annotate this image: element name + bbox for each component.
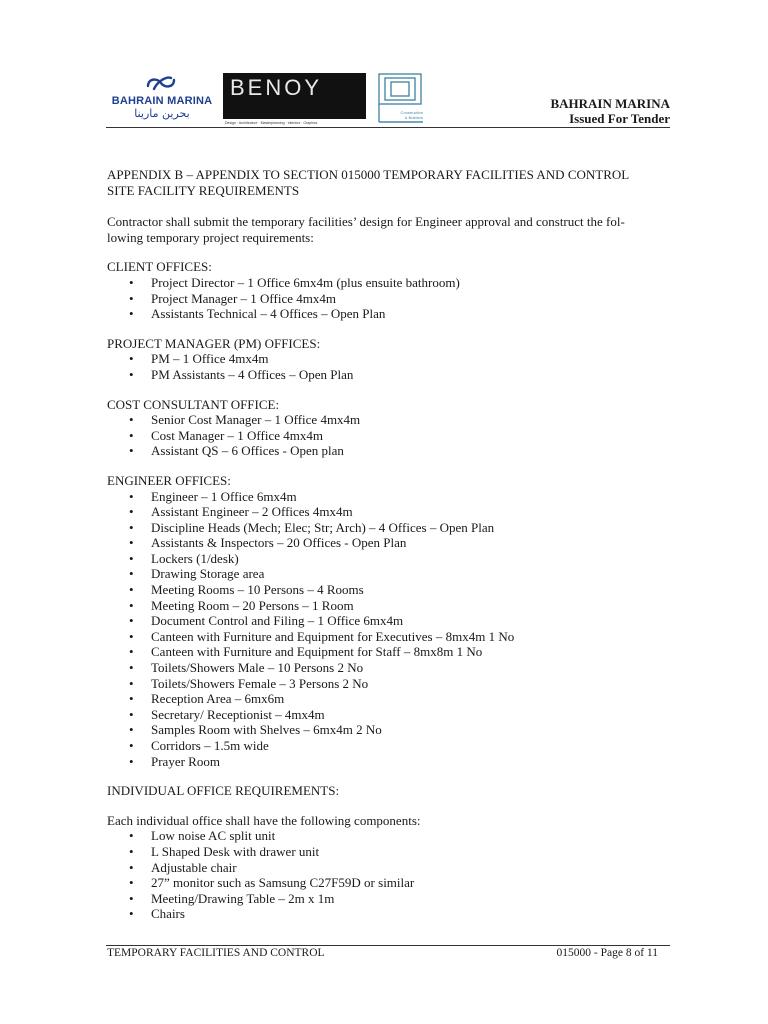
bullet-icon: •	[129, 519, 134, 535]
list-item: • Assistants & Inspectors – 20 Offices - Open Plan	[129, 535, 407, 551]
benoy-logo	[223, 73, 366, 125]
appendix-title-line1: APPENDIX B – APPENDIX TO SECTION 015000 TEMPORARY FACILITIES AND CONTROL	[107, 167, 630, 182]
list-engineer-offices	[107, 489, 667, 770]
benoy-logo-name: BENOY	[230, 75, 323, 100]
bullet-icon: •	[129, 675, 134, 691]
list-item: • Chairs	[129, 906, 185, 922]
section-heading-individual-office: INDIVIDUAL OFFICE REQUIREMENTS:	[107, 783, 340, 799]
bullet-icon: •	[129, 351, 134, 367]
intro-line2: lowing temporary project requirements:	[107, 229, 314, 245]
list-item: • Toilets/Showers Female – 3 Persons 2 No	[129, 675, 369, 691]
header-divider	[106, 127, 670, 128]
bullet-icon: •	[129, 691, 134, 707]
header-project-name: BAHRAIN MARINA	[550, 96, 670, 111]
list-item: • Canteen with Furniture and Equipment for Staff – 8mx8m 1 No	[129, 644, 483, 660]
bullet-icon: •	[129, 504, 134, 520]
intro-line1: Contractor shall submit the temporary facilities’ design for Engineer approval and construct the fol-	[107, 214, 625, 230]
contractor-logo-caption: Construction & Builders	[400, 110, 423, 120]
bullet-icon: •	[129, 890, 134, 906]
bullet-icon: •	[129, 706, 134, 722]
bullet-icon: •	[129, 582, 134, 598]
bullet-icon: •	[129, 738, 134, 753]
footer-page-number: 015000 - Page 8 of 11	[556, 947, 658, 959]
list-item: • Assistants Technical – 4 Offices – Open Plan	[129, 306, 386, 322]
list-item: • Prayer Room	[129, 753, 220, 769]
list-item: • Toilets/Showers Male – 10 Persons 2 No	[129, 660, 364, 676]
list-item: • Assistant Engineer – 2 Offices 4mx4m	[129, 504, 353, 520]
list-item: • Cost Manager – 1 Office 4mx4m	[129, 427, 323, 443]
bullet-icon: •	[129, 274, 134, 290]
list-item: • Project Manager – 1 Office 4mx4m	[129, 290, 336, 306]
list-item: • Samples Room with Shelves – 6mx4m 2 No	[129, 722, 382, 738]
list-individual-office	[107, 828, 667, 922]
bahrain-marina-logo	[106, 72, 218, 126]
bullet-icon: •	[129, 597, 134, 613]
list-item: • Discipline Heads (Mech; Elec; Str; Arch) – 4 Offices – Open Plan	[129, 519, 495, 535]
benoy-logo-tagline: Design · Architecture · Masterplanning · Interiors · Graphics	[225, 121, 318, 125]
bullet-icon: •	[129, 660, 134, 676]
list-item: • Meeting Room – 20 Persons – 1 Room	[129, 597, 354, 613]
bullet-icon: •	[129, 875, 134, 891]
bullet-icon: •	[129, 613, 134, 629]
bullet-icon: •	[129, 412, 134, 428]
bullet-icon: •	[129, 290, 134, 306]
bullet-icon: •	[129, 628, 134, 644]
bullet-icon: •	[129, 566, 134, 582]
bullet-icon: •	[129, 535, 134, 551]
list-item: • Corridors – 1.5m wide	[129, 738, 269, 753]
list-item: • Adjustable chair	[129, 859, 237, 875]
bullet-icon: •	[129, 366, 134, 382]
section-heading-pm-offices: PROJECT MANAGER (PM) OFFICES:	[107, 335, 321, 351]
bullet-icon: •	[129, 753, 134, 769]
list-item: • Meeting/Drawing Table – 2m x 1m	[129, 890, 335, 906]
bahrain-marina-logo-arabic: بحرين مارينا	[134, 107, 190, 120]
appendix-title-line2: SITE FACILITY REQUIREMENTS	[107, 182, 300, 198]
list-item: • Project Director – 1 Office 6mx4m (plus ensuite bathroom)	[129, 274, 460, 290]
list-item: • Canteen with Furniture and Equipment for Executives – 8mx4m 1 No	[129, 628, 515, 644]
header-issue-status: Issued For Tender	[569, 111, 670, 126]
individual-office-intro: Each individual office shall have the following components:	[107, 812, 421, 828]
list-item: • PM – 1 Office 4mx4m	[129, 351, 269, 367]
bullet-icon: •	[129, 306, 134, 322]
list-item: • Lockers (1/desk)	[129, 550, 239, 566]
list-item: • Reception Area – 6mx6m	[129, 691, 285, 707]
bullet-icon: •	[129, 644, 134, 660]
list-item: • Engineer – 1 Office 6mx4m	[129, 488, 297, 504]
list-item: • L Shaped Desk with drawer unit	[129, 843, 320, 859]
bullet-icon: •	[129, 843, 134, 859]
bullet-icon: •	[129, 906, 134, 922]
section-heading-engineer-offices: ENGINEER OFFICES:	[107, 472, 231, 488]
section-heading-cost-consultant: COST CONSULTANT OFFICE:	[107, 396, 280, 412]
list-item: • Drawing Storage area	[129, 566, 265, 582]
list-item: • 27” monitor such as Samsung C27F59D or similar	[129, 875, 415, 891]
bullet-icon: •	[129, 828, 134, 844]
bullet-icon: •	[129, 443, 134, 459]
list-item: • Assistant QS – 6 Offices - Open plan	[129, 443, 344, 459]
bullet-icon: •	[129, 722, 134, 738]
bahrain-marina-logo-name: BAHRAIN MARINA	[111, 95, 213, 107]
list-item: • Senior Cost Manager – 1 Office 4mx4m	[129, 412, 361, 428]
footer-divider	[106, 945, 670, 946]
list-item: • Document Control and Filing – 1 Office 6mx4m	[129, 613, 404, 629]
section-heading-client-offices: CLIENT OFFICES:	[107, 259, 212, 275]
list-item: • Secretary/ Receptionist – 4mx4m	[129, 706, 325, 722]
list-item: • PM Assistants – 4 Offices – Open Plan	[129, 366, 354, 382]
list-item: • Meeting Rooms – 10 Persons – 4 Rooms	[129, 582, 364, 598]
list-client-offices	[107, 275, 667, 322]
header-project-block	[550, 96, 670, 126]
bahrain-marina-mark-icon	[144, 72, 180, 94]
bullet-icon: •	[129, 550, 134, 566]
list-item: • Low noise AC split unit	[129, 828, 276, 844]
bullet-icon: •	[129, 859, 134, 875]
bullet-icon: •	[129, 427, 134, 443]
list-cost-consultant	[107, 412, 667, 459]
contractor-logo	[377, 72, 425, 126]
bullet-icon: •	[129, 488, 134, 504]
list-pm-offices	[107, 351, 667, 382]
document-body	[107, 167, 667, 922]
footer-section-title: TEMPORARY FACILITIES AND CONTROL	[107, 947, 325, 959]
